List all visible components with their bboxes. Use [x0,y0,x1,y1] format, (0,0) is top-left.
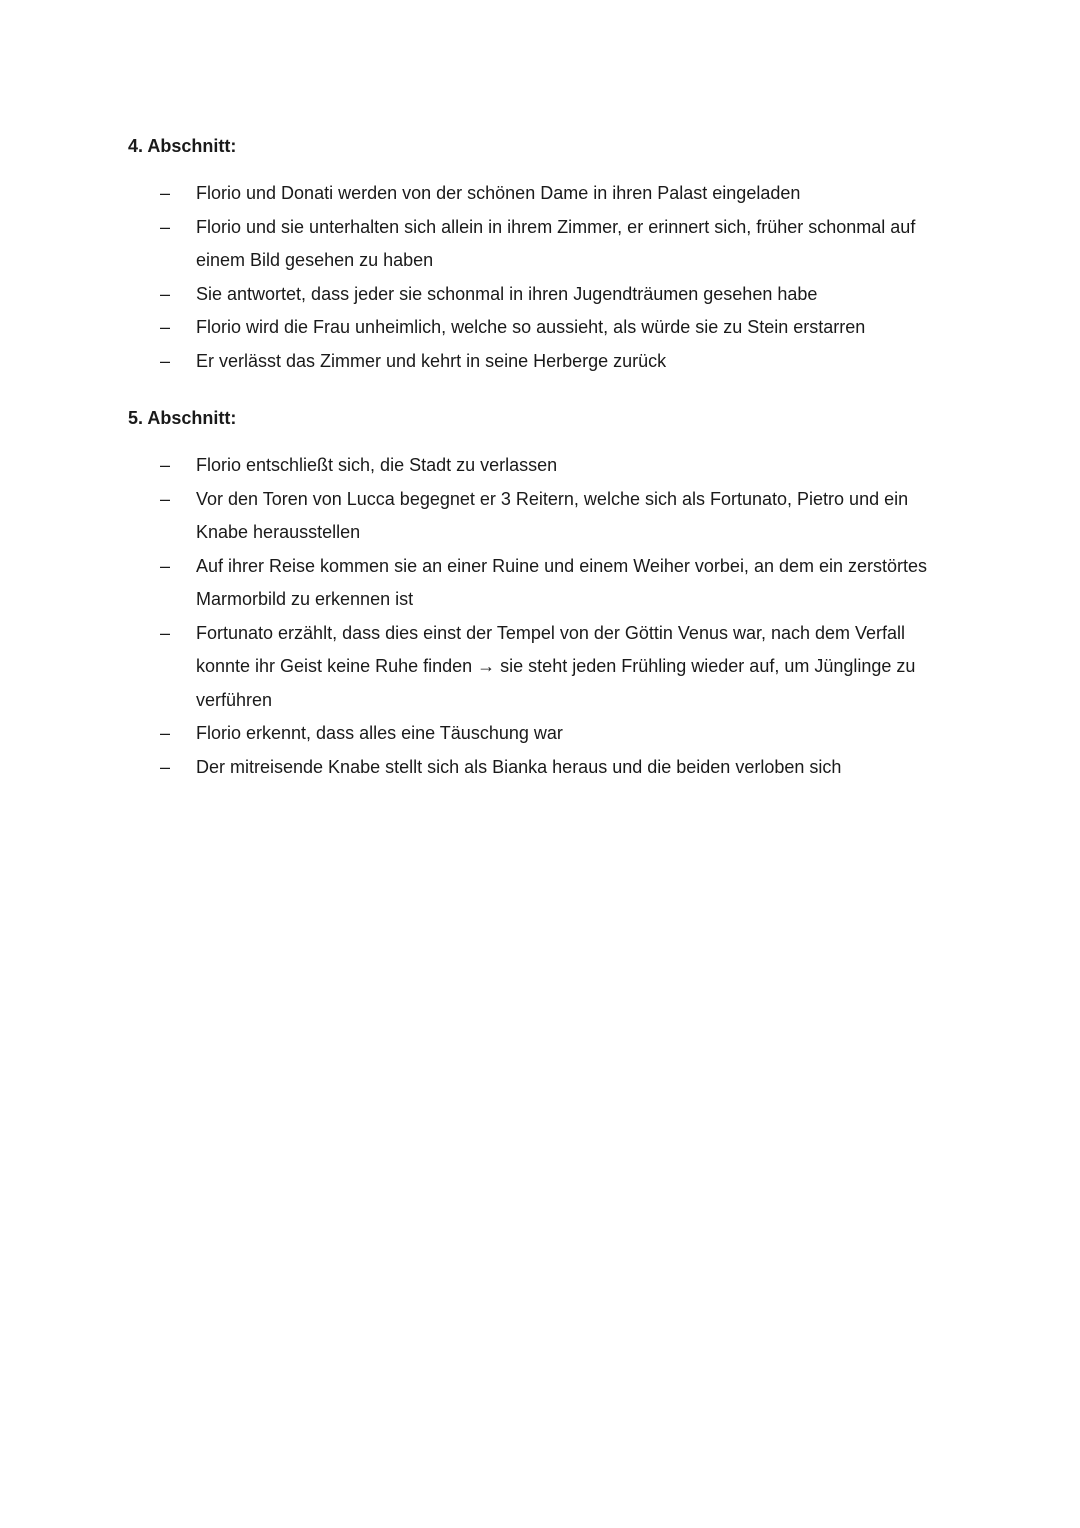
bullet-item [160,211,948,278]
bullet-dash: – [160,555,171,576]
section-heading: 5. Abschnitt: [128,408,237,428]
bullet-dash: – [160,350,171,371]
bullet-dash: – [160,488,171,509]
bullet-item [160,717,948,751]
bullet-dash: – [160,283,171,304]
bullet-dash: – [160,216,171,237]
bullet-item [160,177,948,211]
bullet-item [160,751,948,785]
bullet-item [160,278,948,312]
bullet-text: Der mitreisende Knabe stellt sich als Bianka heraus und die beiden verloben sich [196,756,842,777]
section-heading: 4. Abschnitt: [128,136,237,156]
bullet-dash: – [160,455,171,475]
bullet-item [160,617,948,718]
bullet-item [160,550,948,617]
bullet-text: Vor den Toren von Lucca begegnet er 3 Reitern, welche sich als Fortunato, Pietro und ein Knabe herausstellen [196,488,909,542]
bullet-item [160,449,948,483]
bullet-item [160,311,948,345]
bullet-dash: – [160,317,171,337]
bullet-list [128,449,948,784]
bullet-text: Fortunato erzählt, dass dies einst der Tempel von der Göttin Venus war, nach dem Verfall konnte ihr Geist keine Ruhe finden → sie steht jeden Frühling wieder auf, um Jünglinge zu verführen [196,622,916,710]
bullet-text: Florio und Donati werden von der schönen Dame in ihren Palast eingeladen [196,183,801,203]
document-sections [128,130,948,784]
bullet-item [160,483,948,550]
bullet-dash: – [160,622,171,643]
bullet-dash: – [160,756,171,777]
bullet-list [128,177,948,378]
bullet-text: Auf ihrer Reise kommen sie an einer Ruine und einem Weiher vorbei, an dem ein zerstörtes Marmorbild zu erkennen ist [196,555,928,609]
bullet-text: Florio und sie unterhalten sich allein in ihrem Zimmer, er erinnert sich, früher schonmal auf einem Bild gesehen zu haben [196,216,916,270]
bullet-dash: – [160,183,171,203]
bullet-text: Florio erkennt, dass alles eine Täuschung war [196,723,563,743]
bullet-text: Er verlässt das Zimmer und kehrt in seine Herberge zurück [196,350,667,371]
bullet-text: Sie antwortet, dass jeder sie schonmal in ihren Jugendträumen gesehen habe [196,283,818,304]
bullet-text: Florio entschließt sich, die Stadt zu verlassen [196,455,558,475]
bullet-text: Florio wird die Frau unheimlich, welche so aussieht, als würde sie zu Stein erstarren [196,317,866,337]
bullet-dash: – [160,723,171,743]
bullet-item [160,345,948,379]
